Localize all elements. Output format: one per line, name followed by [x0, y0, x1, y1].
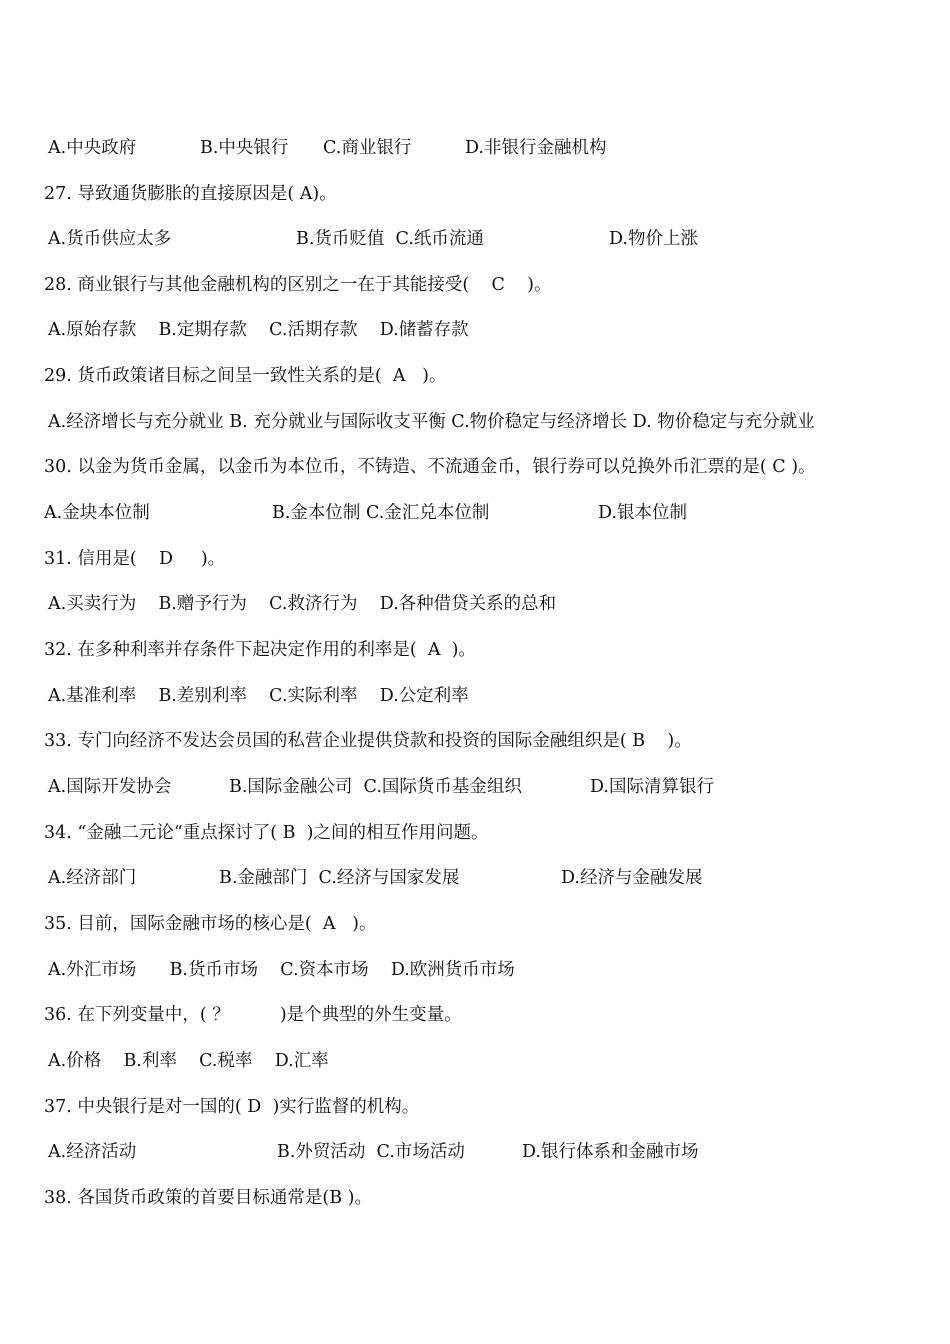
- options-line: [48, 772, 714, 802]
- option-d: D.经济与金融发展: [561, 868, 703, 888]
- option-a: A.经济活动: [48, 1142, 137, 1162]
- option-a: A.货币供应太多: [48, 229, 172, 249]
- option-d: D.银行体系和金融市场: [522, 1142, 699, 1162]
- option-d: D.物价上涨: [609, 229, 698, 249]
- option-b-c: B.外贸活动 C.市场活动: [277, 1142, 465, 1162]
- option-b: B.中央银行: [200, 138, 289, 158]
- option-b-c: B.金融部门 C.经济与国家发展: [219, 868, 460, 888]
- option-a: A.金块本位制: [44, 503, 150, 523]
- question-38: 38. 各国货币政策的首要目标通常是(B )。: [44, 1188, 372, 1208]
- option-b-c: B.金本位制 C.金汇兑本位制: [272, 503, 490, 523]
- question-37: 37. 中央银行是对一国的( D )实行监督的机构。: [44, 1097, 420, 1117]
- option-d: D.银本位制: [598, 503, 687, 523]
- option-a: A.经济部门: [48, 868, 137, 888]
- question-35: 35. 目前，国际金融市场的核心是( A )。: [44, 914, 377, 934]
- option-b-c: B.国际金融公司 C.国际货币基金组织: [229, 777, 522, 797]
- option-d: D.国际清算银行: [590, 777, 714, 797]
- question-30: 30. 以金为货币金属，以金币为本位币，不铸造、不流通金币，银行券可以兑换外币汇票的是( C )。: [44, 457, 816, 477]
- options-line: A.基准利率 B.差别利率 C.实际利率 D.公定利率: [48, 686, 469, 706]
- options-line: A.买卖行为 B.赠予行为 C.救济行为 D.各种借贷关系的总和: [48, 594, 557, 614]
- question-36: 36. 在下列变量中，( ？ )是个典型的外生变量。: [44, 1005, 462, 1025]
- options-line: A.外汇市场 B.货币市场 C.资本市场 D.欧洲货币市场: [48, 960, 515, 980]
- option-d: D.非银行金融机构: [465, 138, 607, 158]
- question-31: 31. 信用是( D )。: [44, 549, 226, 569]
- question-32: 32. 在多种利率并存条件下起决定作用的利率是( A )。: [44, 640, 476, 660]
- option-a: A.国际开发协会: [48, 777, 172, 797]
- question-28: 28. 商业银行与其他金融机构的区别之一在于其能接受( C )。: [44, 275, 552, 295]
- options-line: [48, 863, 703, 893]
- options-line: [48, 1137, 699, 1167]
- options-line: [48, 133, 607, 163]
- options-line: A.原始存款 B.定期存款 C.活期存款 D.储蓄存款: [48, 320, 469, 340]
- question-33: 33. 专门向经济不发达会员国的私营企业提供贷款和投资的国际金融组织是( B )。: [44, 731, 692, 751]
- option-a: A.中央政府: [48, 138, 137, 158]
- options-line: [48, 224, 698, 254]
- option-b-c: B.货币贬值 C.纸币流通: [296, 229, 484, 249]
- question-34: 34. “金融二元论“重点探讨了( B )之间的相互作用问题。: [44, 823, 489, 843]
- options-line: A.经济增长与充分就业 B. 充分就业与国际收支平衡 C.物价稳定与经济增长 D. 物价稳定与充分就业: [48, 412, 815, 432]
- question-27: 27. 导致通货膨胀的直接原因是( A)。: [44, 184, 337, 204]
- options-line: [44, 498, 687, 528]
- question-29: 29. 货币政策诸目标之间呈一致性关系的是( A )。: [44, 366, 447, 386]
- option-c: C.商业银行: [323, 138, 412, 158]
- options-line: A.价格 B.利率 C.税率 D.汇率: [48, 1051, 329, 1071]
